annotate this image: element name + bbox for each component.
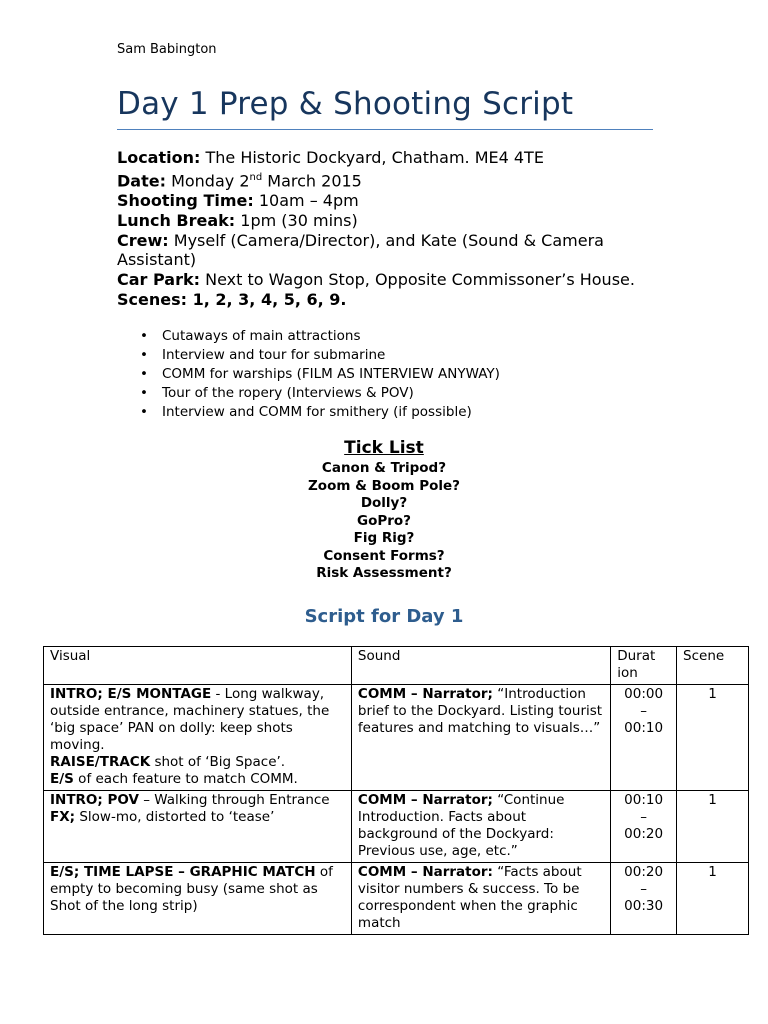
visual-shot-type: FX; <box>50 809 76 825</box>
visual-description: Slow-mo, distorted to ‘tease’ <box>75 809 275 825</box>
duration-dash: – <box>640 703 647 719</box>
date-suffix: nd <box>249 171 263 183</box>
tick-item: Canon & Tripod? <box>321 460 447 476</box>
header-duration-part: ion <box>617 665 638 681</box>
scenes-line <box>117 290 637 310</box>
visual-description: shot of ‘Big Space’. <box>150 754 286 770</box>
car-park-line <box>117 270 637 290</box>
visual-shot-type: E/S <box>50 771 74 787</box>
visual-cell <box>44 791 352 863</box>
location-value: The Historic Dockyard, Chatham. ME4 4TE <box>200 148 544 167</box>
crew-value: Myself (Camera/Director), and Kate (Sound & Camera Assistant) <box>117 230 604 270</box>
sound-source: COMM – Narrator: <box>357 864 493 880</box>
scene-cell: 1 <box>677 863 749 935</box>
sound-source: COMM – Narrator; <box>357 686 493 702</box>
visual-shot-type: INTRO; E/S MONTAGE <box>50 686 212 702</box>
tick-list <box>0 437 768 583</box>
list-item: • Interview and COMM for smithery (if possible) <box>140 403 500 422</box>
visual-description: of each feature to match COMM. <box>73 771 298 787</box>
lunch-line <box>117 211 637 231</box>
visual-line <box>50 809 345 826</box>
header-duration <box>611 647 677 685</box>
duration-dash: – <box>640 809 647 825</box>
list-item: • Tour of the ropery (Interviews & POV) <box>140 384 500 403</box>
header-duration-part: Durat <box>617 648 656 664</box>
visual-cell <box>44 863 352 935</box>
car-park-value: Next to Wagon Stop, Opposite Commissoner’s House. <box>200 270 635 290</box>
tick-item: GoPro? <box>356 512 411 529</box>
time-line <box>117 191 637 211</box>
location-line <box>117 148 637 168</box>
duration-start: 00:00 <box>624 686 664 702</box>
sound-description: “Introduction brief to the Dockyard. Listing tourist features and matching to visuals…” <box>357 686 603 736</box>
sound-description: “Facts about visitor numbers & success. To be correspondent when the graphic match <box>357 864 582 931</box>
car-park-label: Car Park: <box>117 270 201 290</box>
tick-item: Fig Rig? <box>353 530 415 546</box>
header-scene: Scene <box>677 647 749 685</box>
date-value: Monday 2 <box>165 171 250 191</box>
scene-cell: 1 <box>677 685 749 791</box>
list-item: • Interview and tour for submarine <box>140 346 500 365</box>
duration-cell <box>611 685 677 791</box>
table-header-row <box>44 647 749 685</box>
document-title: Day 1 Prep & Shooting Script <box>117 86 574 122</box>
title-underline <box>117 129 653 130</box>
table-row <box>44 791 749 863</box>
sound-source: COMM – Narrator; <box>357 792 493 808</box>
scene-cell: 1 <box>677 791 749 863</box>
lunch-label: Lunch Break: <box>117 210 236 230</box>
duration-cell <box>611 791 677 863</box>
location-label: Location: <box>117 148 201 167</box>
crew-line <box>117 231 637 271</box>
sound-cell <box>351 685 610 791</box>
shoot-info <box>117 148 637 310</box>
scene-bullet-list <box>140 327 500 422</box>
visual-shot-type: INTRO; POV <box>50 792 139 808</box>
sound-cell <box>351 863 610 935</box>
visual-description: – Walking through Entrance <box>138 792 330 808</box>
duration-end: 00:10 <box>624 720 664 736</box>
duration-start: 00:10 <box>624 792 664 808</box>
header-sound: Sound <box>351 647 610 685</box>
date-label: Date: <box>117 171 166 191</box>
visual-description: of empty to becoming busy (same shot as Shot of the long strip) <box>50 864 333 914</box>
time-label: Shooting Time: <box>117 190 254 210</box>
crew-label: Crew: <box>117 230 169 250</box>
visual-description: - Long walkway, outside entrance, machinery statues, the ‘big space’ PAN on dolly: keep shots moving. <box>50 686 330 753</box>
table-row <box>44 685 749 791</box>
visual-shot-type: RAISE/TRACK <box>50 754 151 770</box>
tick-item: Zoom & Boom Pole? <box>308 477 460 494</box>
shooting-script-table <box>43 646 749 935</box>
scenes-text: Scenes: 1, 2, 3, 4, 5, 6, 9. <box>117 289 347 309</box>
lunch-value: 1pm (30 mins) <box>235 210 358 230</box>
author-name: Sam Babington <box>117 42 217 57</box>
table-row <box>44 863 749 935</box>
tick-item: Risk Assessment? <box>316 565 452 581</box>
visual-cell <box>44 685 352 791</box>
tick-item: Dolly? <box>360 495 408 511</box>
sound-description: “Continue Introduction. Facts about background of the Dockyard: Previous use, age, etc.” <box>357 792 565 859</box>
time-value: 10am – 4pm <box>253 190 359 210</box>
duration-cell <box>611 863 677 935</box>
visual-line <box>50 754 345 771</box>
tick-item: Consent Forms? <box>323 547 445 564</box>
visual-shot-type: E/S; TIME LAPSE – GRAPHIC MATCH <box>50 864 316 880</box>
sound-cell <box>351 791 610 863</box>
duration-start: 00:20 <box>624 864 664 880</box>
duration-end: 00:30 <box>624 898 664 914</box>
header-visual: Visual <box>44 647 352 685</box>
date-line <box>117 168 637 191</box>
list-item: • Cutaways of main attractions <box>140 327 500 346</box>
visual-line <box>50 771 345 788</box>
date-month: March 2015 <box>262 171 362 191</box>
script-heading: Script for Day 1 <box>304 606 464 627</box>
list-item: • COMM for warships (FILM AS INTERVIEW ANYWAY) <box>140 365 500 384</box>
duration-end: 00:20 <box>624 826 664 842</box>
duration-dash: – <box>640 881 647 897</box>
tick-list-heading: Tick List <box>344 438 424 458</box>
